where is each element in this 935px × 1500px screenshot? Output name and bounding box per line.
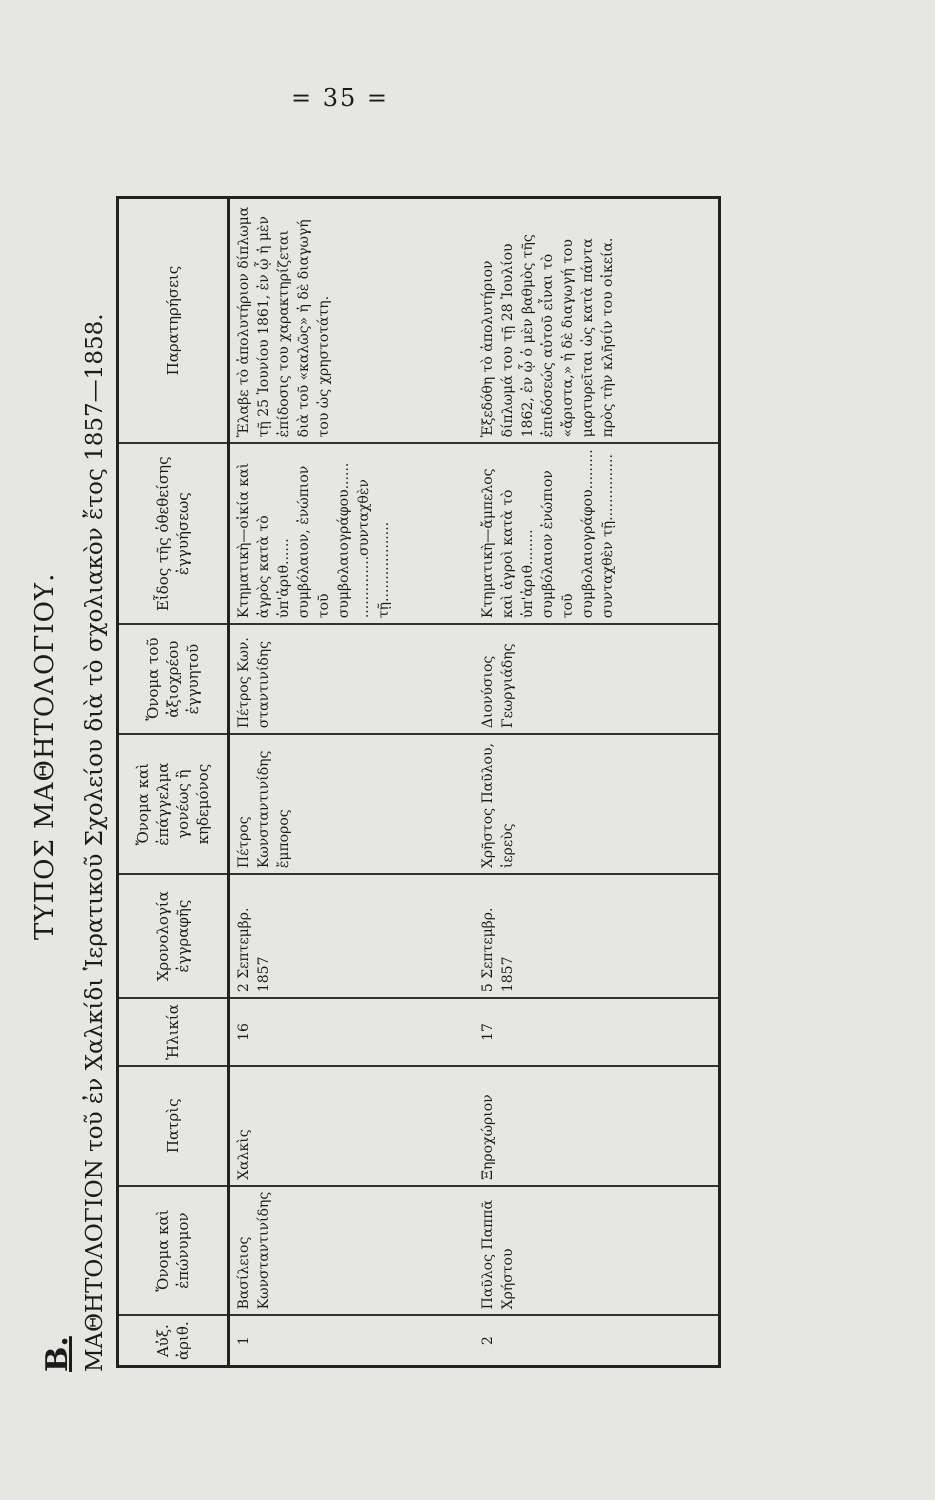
cell-guarantor: Διονύσιος Γεωργιάδης: [474, 624, 720, 734]
cell-homeland: Ξηροχώριον: [474, 1066, 720, 1186]
cell-name: Παῦλος Παππᾶ Χρήστου: [474, 1186, 720, 1316]
header-age: Ἡλικία: [118, 998, 229, 1066]
student-register-table: [116, 196, 721, 1368]
header-parent: Ὄνομα καὶ ἐπάγγελμα γονέως ἢ κηδεμόνος: [118, 734, 229, 874]
register-subtitle: ΜΑΘΗΤΟΛΟΓΙΟΝ τοῦ ἐν Χαλκίδι Ἱερατικοῦ Σχολείου διὰ τὸ σχολιακὸν ἔτος 1857—1858.: [82, 313, 108, 1372]
cell-serial-number: 1: [229, 1315, 475, 1366]
cell-guarantee-type: Κτηματικὴ—ἄμπελος καὶ ἀγροὶ κατὰ τὸ ὑπ'ἀριθ........ συμβόλαιον ἐνώπιον τοῦ συμβολαιογράφου......... συνταχθὲν τῇ...............: [474, 443, 720, 624]
section-letter: Β.: [40, 1336, 75, 1372]
header-remarks: Παρατηρήσεις: [118, 197, 229, 443]
header-enrollment-date: Χρονολογία ἐγγραφῆς: [118, 874, 229, 998]
cell-age: 17: [474, 998, 720, 1066]
header-guarantor: Ὄνομα τοῦ ἀξιοχρέου ἐγγυητοῦ: [118, 624, 229, 734]
header-serial-number: Αὐξ. ἀριθ.: [118, 1315, 229, 1366]
cell-parent: Χρῆστος Παῦλου, ἱερεὺς: [474, 734, 720, 874]
cell-remarks: Ἐξεδόθη τὸ ἀπολυτήριον δίπλωμά του τῇ 28 Ἰουλίου 1862, ἐν ᾧ ὁ μὲν βαθμὸς τῆς ἐπιδόσεώς αὐτοῦ εἶναι τὸ «ἄριστα,» ἡ δὲ διαγωγή του μαρτυρεῖται ὡς κατὰ πάντα πρὸς τὴν κλῆσίν του οἰκεία.: [474, 197, 720, 443]
cell-age: 16: [229, 998, 475, 1066]
cell-name: Βασίλειος Κωνσταντινίδης: [229, 1186, 475, 1316]
cell-enrollment-date: 5 Σεπτεμβρ. 1857: [474, 874, 720, 998]
header-name: Ὄνομα καὶ ἐπώνυμον: [118, 1186, 229, 1316]
page-title: ΤΥΠΟΣ ΜΑΘΗΤΟΛΟΓΙΟΥ.: [30, 572, 60, 940]
cell-homeland: Χαλκὶς: [229, 1066, 475, 1186]
cell-remarks: Ἔλαβε τὸ ἀπολυτήριον δίπλωμα τῇ 25 Ἰουνίου 1861, ἐν ᾧ ἡ μὲν ἐπίδοσις του χαρακτηρίζεται διὰ τοῦ «καλῶς» ἡ δὲ διαγωγή του ὡς χρηστοτάτη.: [229, 197, 475, 443]
cell-enrollment-date: 2 Σεπτεμβρ. 1857: [229, 874, 475, 998]
page-number: = 35 =: [290, 84, 389, 112]
cell-serial-number: 2: [474, 1315, 720, 1366]
table-row: [474, 197, 720, 1366]
cell-guarantee-type: Κτηματικὴ—οἰκία καὶ ἀγρὸς κατὰ τὸ ὑπ'ἀριθ...... συμβόλαιον, ἐνώπιον τοῦ συμβολαιογράφου...... ..............συνταχθὲν τῇ..................: [229, 443, 475, 624]
cell-guarantor: Πέτρος Κων. σταντινίδης: [229, 624, 475, 734]
table-header-row: [118, 197, 229, 1366]
table-row: [229, 197, 475, 1366]
cell-parent: Πέτρος Κωνσταντινίδης ἔμπορος: [229, 734, 475, 874]
header-homeland: Πατρὶς: [118, 1066, 229, 1186]
header-guarantee-type: Εἶδος τῆς ὁθεθείσης ἐγγυήσεως: [118, 443, 229, 624]
